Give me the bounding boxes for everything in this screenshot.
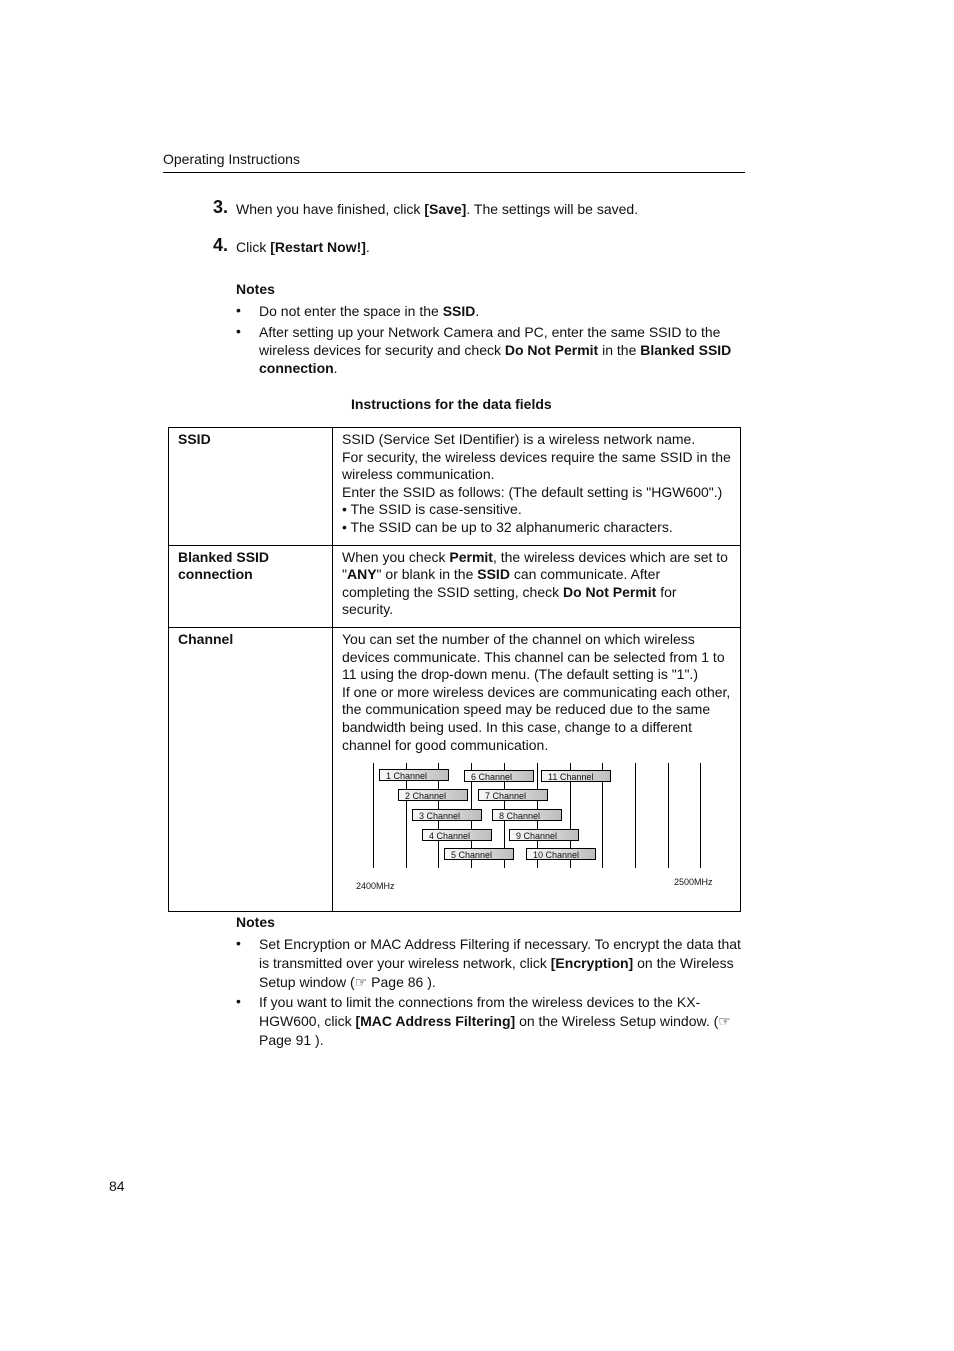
desc-bold: Do Not Permit bbox=[563, 583, 657, 600]
desc-bold: SSID bbox=[477, 566, 510, 583]
note-item bbox=[259, 302, 741, 320]
desc-line: Enter the SSID as follows: (The default setting is "HGW600".) bbox=[342, 483, 723, 500]
note-text: . bbox=[333, 360, 338, 376]
desc-bold: Permit bbox=[449, 548, 493, 565]
table-row bbox=[169, 428, 741, 546]
channel-8-chip: 8 Channel bbox=[492, 809, 562, 821]
desc-text: for security. bbox=[342, 583, 677, 618]
pointing-hand-icon: ☞ bbox=[718, 1013, 731, 1029]
freq-high-label: 2500MHz bbox=[674, 877, 713, 888]
note-item bbox=[259, 935, 741, 992]
page-reference: Page 86 ). bbox=[367, 974, 436, 990]
bullet: • bbox=[236, 323, 241, 339]
encryption-reference: [Encryption] bbox=[550, 955, 634, 971]
step-4-pre: Click bbox=[236, 239, 271, 255]
note-text: in the bbox=[598, 342, 641, 358]
note-item bbox=[259, 323, 741, 377]
bullet: • bbox=[236, 993, 241, 1009]
channel-3-chip: 3 Channel bbox=[412, 809, 482, 821]
channel-9-chip: 9 Channel bbox=[509, 829, 579, 841]
table-row bbox=[169, 545, 741, 627]
table-title: Instructions for the data fields bbox=[351, 396, 552, 412]
channel-10-chip: 10 Channel bbox=[526, 848, 596, 860]
channel-4-chip: 4 Channel bbox=[422, 829, 492, 841]
page-reference: Page 91 ). bbox=[259, 1032, 324, 1048]
note-text: Set Encryption or MAC Address Filtering if necessary. To encrypt the data that is transmitted over your wireless network, click bbox=[259, 936, 741, 971]
bullet: • bbox=[236, 302, 241, 318]
mac-filtering-reference: [MAC Address Filtering] bbox=[355, 1013, 516, 1029]
notes-heading-2: Notes bbox=[236, 914, 275, 930]
channel-7-chip: 7 Channel bbox=[478, 789, 548, 801]
step-3-post: . The settings will be saved. bbox=[466, 201, 639, 217]
running-header: Operating Instructions bbox=[163, 151, 300, 167]
step-3-number: 3. bbox=[213, 197, 229, 217]
band-line bbox=[373, 763, 374, 868]
desc-line: If one or more wireless devices are communicating each other, the communication speed may be reduced due to the same bandwidth being used. In this case, change to a different channel for good communication. bbox=[342, 683, 731, 753]
note-bold: SSID bbox=[442, 303, 476, 319]
pointing-hand-icon: ☞ bbox=[354, 974, 368, 990]
field-description-ssid bbox=[333, 428, 741, 546]
channel-6-chip: 6 Channel bbox=[464, 770, 534, 782]
field-label-blanked-ssid: Blanked SSID connection bbox=[169, 545, 333, 627]
desc-line: SSID (Service Set IDentifier) is a wireless network name. bbox=[342, 431, 696, 447]
note-text: After setting up your Network Camera and PC, enter the same SSID to the wireless devices for security and check bbox=[259, 324, 721, 358]
note-bold: Do Not Permit bbox=[504, 342, 599, 358]
desc-text: When you check bbox=[342, 548, 450, 565]
desc-text: , the wireless devices which are set to " bbox=[342, 548, 728, 583]
field-description-blanked-ssid bbox=[333, 545, 741, 627]
channel-1-chip: 1 Channel bbox=[379, 769, 449, 781]
note-text: Do not enter the space in the bbox=[259, 303, 443, 319]
freq-low-label: 2400MHz bbox=[356, 881, 395, 892]
desc-text: " or blank in the bbox=[376, 566, 478, 583]
data-fields-table bbox=[168, 427, 741, 912]
channel-11-chip: 11 Channel bbox=[541, 770, 611, 782]
desc-text: can communicate. After completing the SSID setting, check bbox=[342, 566, 661, 600]
step-4-text bbox=[236, 239, 370, 255]
note-text: on the Wireless Setup window. ( bbox=[515, 1013, 719, 1029]
step-3-text bbox=[236, 201, 638, 217]
band-line bbox=[668, 763, 669, 868]
note-bold: Blanked SSID connection bbox=[259, 342, 732, 376]
band-line bbox=[635, 763, 636, 868]
desc-line: You can set the number of the channel on which wireless devices communicate. This channel can be selected from 1 to 11 using the drop-down menu. (The default setting is "1".) bbox=[342, 630, 725, 683]
page-number: 84 bbox=[109, 1178, 125, 1194]
channel-2-chip: 2 Channel bbox=[398, 789, 468, 801]
note-item bbox=[259, 993, 741, 1050]
field-label-channel: Channel bbox=[169, 627, 333, 911]
bullet: • bbox=[236, 935, 241, 951]
field-description-channel bbox=[333, 627, 741, 911]
step-3-pre: When you have finished, click bbox=[236, 201, 425, 217]
save-reference: [Save] bbox=[424, 201, 467, 217]
note-text: If you want to limit the connections from the wireless devices to the KX-HGW600, click bbox=[259, 994, 701, 1029]
desc-bold: ANY bbox=[346, 566, 377, 583]
note-text: . bbox=[475, 303, 480, 319]
header-rule bbox=[163, 172, 745, 173]
table-row bbox=[169, 627, 741, 911]
field-label-ssid: SSID bbox=[169, 428, 333, 546]
channel-diagram bbox=[342, 763, 722, 903]
desc-line: • The SSID can be up to 32 alphanumeric characters. bbox=[342, 518, 673, 535]
desc-line: For security, the wireless devices require the same SSID in the wireless communication. bbox=[342, 448, 731, 483]
step-4-post: . bbox=[365, 239, 370, 255]
desc-line: • The SSID is case-sensitive. bbox=[342, 501, 522, 518]
note-text: on the Wireless Setup window ( bbox=[259, 955, 734, 990]
restart-reference: [Restart Now!] bbox=[270, 239, 366, 255]
step-4-number: 4. bbox=[213, 235, 229, 255]
channel-5-chip: 5 Channel bbox=[444, 848, 514, 860]
band-line bbox=[700, 763, 701, 868]
notes-heading: Notes bbox=[236, 281, 275, 297]
